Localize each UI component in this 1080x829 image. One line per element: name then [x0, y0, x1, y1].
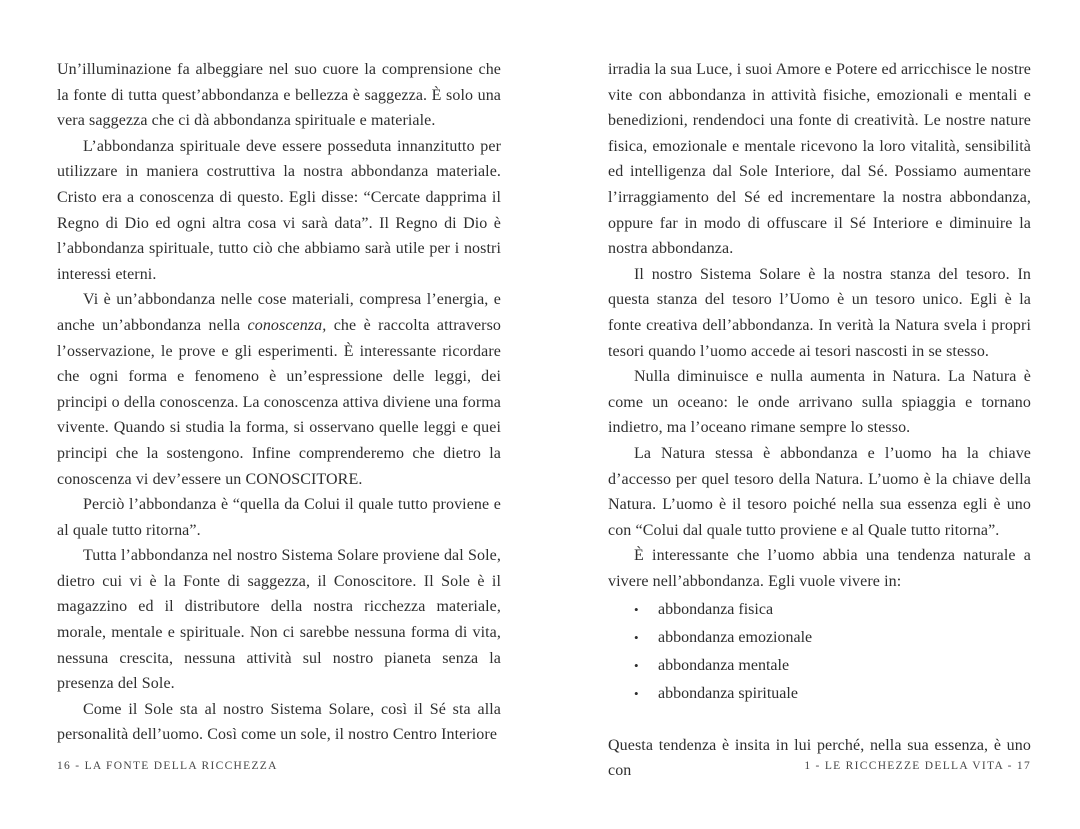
page-right	[608, 57, 1031, 829]
bullet-icon: •	[634, 686, 639, 702]
list-item-label: abbondanza spirituale	[658, 685, 798, 703]
list-item	[634, 681, 1031, 707]
paragraph-text: che è raccolta attraverso l’osservazione, le prove e gli esperimenti. È interessante ricordare che ogni forma e fenomeno è un’espressione delle leggi, dei principi o della conoscenza. La conoscenza attiva diviene una forma vivente. Quando si studia la forma, si osservano quelle leggi e quei principi che la sostengono. Infine comprenderemo che dietro la conoscenza vi dev’essere un CONOSCITORE.	[57, 316, 502, 488]
paragraph: Perciò l’abbondanza è “quella da Colui il quale tutto proviene e al quale tutto ritorna”.	[57, 496, 501, 539]
bullet-icon: •	[634, 601, 639, 617]
list-item-label: abbondanza fisica	[658, 600, 774, 618]
bullet-list	[608, 597, 1031, 707]
bullet-icon: •	[634, 658, 639, 674]
page-left	[57, 57, 501, 829]
paragraph: Come il Sole sta al nostro Sistema Solare, così il Sé sta alla personalità dell’uomo. Così come un sole, il nostro Centro Interiore	[57, 700, 501, 744]
paragraph: Tutta l’abbondanza nel nostro Sistema Solare proviene dal Sole, dietro cui vi è la Fonte di saggezza, il Conoscitore. Il Sole è il magazzino ed il distributore della nostra ricchezza materiale, morale, mentale e spirituale. Non ci sarebbe nessuna forma di vita, nessuna crescita, nessuna attività sul nostro pianeta senza la presenza del Sole.	[57, 547, 501, 693]
paragraph: irradia la sua Luce, i suoi Amore e Potere ed arricchisce le nostre vite con abbondanza in attività fisiche, emozionali e mentali e benedizioni, rendendoci una fonte di creatività. Le nostre nature fisica, emozionale e mentale ricevono la loro vitalità, sensibilità ed intelligenza dal Sole Interiore, dal Sé. Possiamo aumentare l’irraggiamento del Sé ed incrementare la nostra abbondanza, oppure far in modo di offuscare il Sé Interiore e diminuire la nostra abbondanza.	[608, 61, 1031, 258]
paragraph: È interessante che l’uomo abbia una tendenza naturale a vivere nell’abbondanza. Egli vuole vivere in:	[608, 547, 1031, 590]
list-item	[634, 653, 1031, 679]
paragraph: Questa tendenza è insita in lui perché, nella sua essenza, è uno con	[608, 736, 1031, 780]
page-footer-right: 1 - LE RICCHEZZE DELLA VITA - 17	[804, 760, 1031, 772]
page-footer-left: 16 - LA FONTE DELLA RICCHEZZA	[57, 760, 278, 772]
list-item-label: abbondanza mentale	[658, 657, 790, 675]
paragraph: Un’illuminazione fa albeggiare nel suo cuore la comprensione che la fonte di tutta quest’abbondanza e bellezza è saggezza. È solo una vera saggezza che ci dà abbondanza spirituale e materiale.	[57, 61, 501, 130]
paragraph: Nulla diminuisce e nulla aumenta in Natura. La Natura è come un oceano: le onde arrivano sulla spiaggia e tornano indietro, ma l’oceano rimane sempre lo stesso.	[608, 368, 1031, 437]
list-item	[634, 597, 1031, 623]
paragraph: La Natura stessa è abbondanza e l’uomo ha la chiave d’accesso per quel tesoro della Natura. L’uomo è la chiave della Natura. L’uomo è il tesoro poiché nella sua essenza egli è uno con “Colui dal quale tutto proviene e al Quale tutto ritorna”.	[608, 444, 1031, 539]
list-item-label: abbondanza emozionale	[658, 629, 813, 647]
paragraph: Il nostro Sistema Solare è la nostra stanza del tesoro. In questa stanza del tesoro l’Uomo è un tesoro unico. Egli è la fonte creativa dell’abbondanza. In verità la Natura svela i propri tesori quando l’uomo accede ai tesori nascosti in se stesso.	[608, 265, 1031, 360]
paragraph-text: Vi è un’abbondanza nelle cose materiali, compresa l’energia, e anche un’abbondanza nella	[57, 291, 501, 334]
italic-word: conoscenza,	[247, 316, 327, 334]
paragraph	[57, 287, 501, 492]
bullet-icon: •	[634, 630, 639, 646]
list-item	[634, 625, 1031, 651]
paragraph: L’abbondanza spirituale deve essere posseduta innanzitutto per utilizzare in maniera costruttiva la nostra abbondanza materiale. Cristo era a conoscenza di questo. Egli disse: “Cercate dapprima il Regno di Dio ed ogni altra cosa vi sarà data”. Il Regno di Dio è l’abbondanza spirituale, tutto ciò che abbiamo sarà utile per i nostri interessi eterni.	[57, 137, 501, 283]
